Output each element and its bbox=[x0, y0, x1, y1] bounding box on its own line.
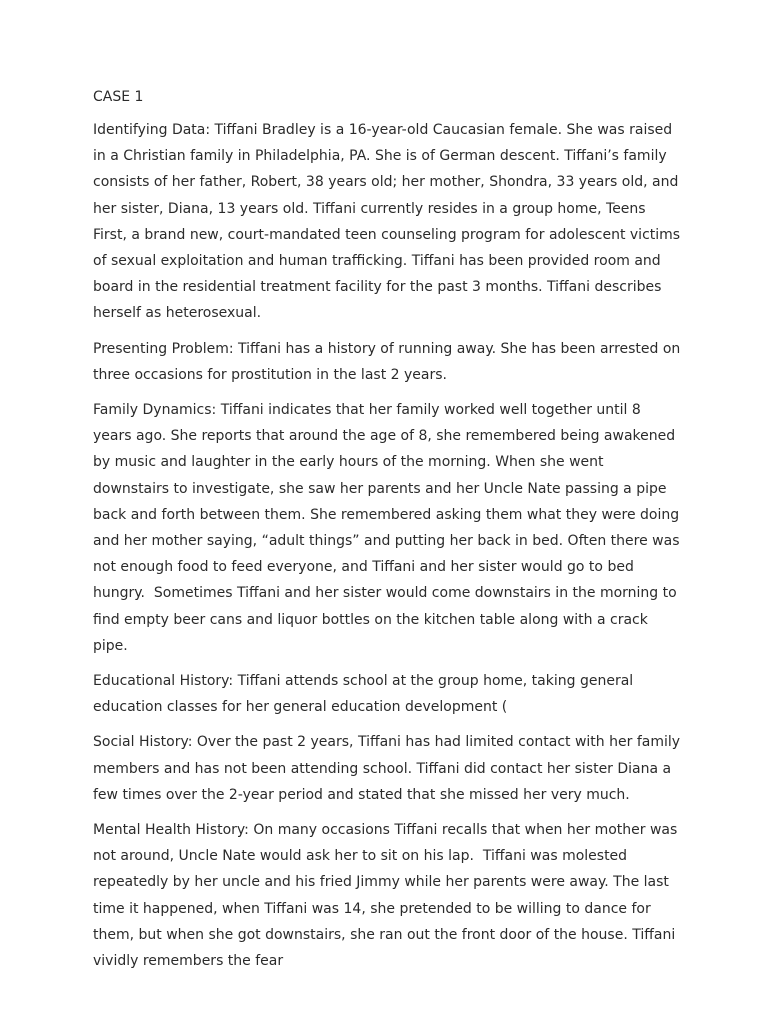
document-body bbox=[93, 86, 685, 983]
paragraph-presenting-problem: Presenting Problem: Tiffani has a history of running away. She has been arrested on three occasions for prostitution in the last 2 years. bbox=[93, 340, 685, 383]
paragraph-mental-health-history: Mental Health History: On many occasions Tiffani recalls that when her mother was not around, Uncle Nate would ask her to sit on his lap. Tiffani was molested repeatedly by her uncle and his fried Jimmy while her parents were away. The last time it happened, when Tiffani was 14, she pretended to be willing to dance for them, but when she got downstairs, she ran out the front door of the house. Tiffani vividly remembers the fear bbox=[93, 822, 682, 970]
paragraph-social-history: Social History: Over the past 2 years, Tiffani has had limited contact with her family members and has not been attending school. Tiffani did contact her sister Diana a few times over the 2-year period and stated that she missed her very much. bbox=[93, 734, 685, 803]
paragraph-identifying-data: Identifying Data: Tiffani Bradley is a 16-year-old Caucasian female. She was raised in a Christian family in Philadelphia, PA. She is of German descent. Tiffani’s family consists of her father, Robert, 38 years old; her mother, Shondra, 33 years old, and her sister, Diana, 13 years old. Tiffani currently resides in a group home, Teens First, a brand new, court-mandated teen counseling program for adolescent victims of sexual exploitation and human trafficking. Tiffani has been provided room and board in the residential treatment facility for the past 3 months. Tiffani describes herself as heterosexual. bbox=[93, 122, 685, 322]
case-title: CASE 1 bbox=[93, 89, 144, 105]
paragraph-family-dynamics: Family Dynamics: Tiffani indicates that her family worked well together until 8 years ago. She reports that around the age of 8, she remembered being awakened by music and laughter in the early hours of the morning. When she went downstairs to investigate, she saw her parents and her Uncle Nate passing a pipe back and forth between them. She remembered asking them what they were doing and her mother saying, “adult things” and putting her back in bed. Often there was not enough food to feed everyone, and Tiffani and her sister would go to bed hungry. Sometimes Tiffani and her sister would come downstairs in the morning to find empty beer cans and liquor bottles on the kitchen table along with a crack pipe. bbox=[93, 402, 684, 654]
paragraph-educational-history: Educational History: Tiffani attends school at the group home, taking general education classes for her general education development ( bbox=[93, 673, 638, 716]
